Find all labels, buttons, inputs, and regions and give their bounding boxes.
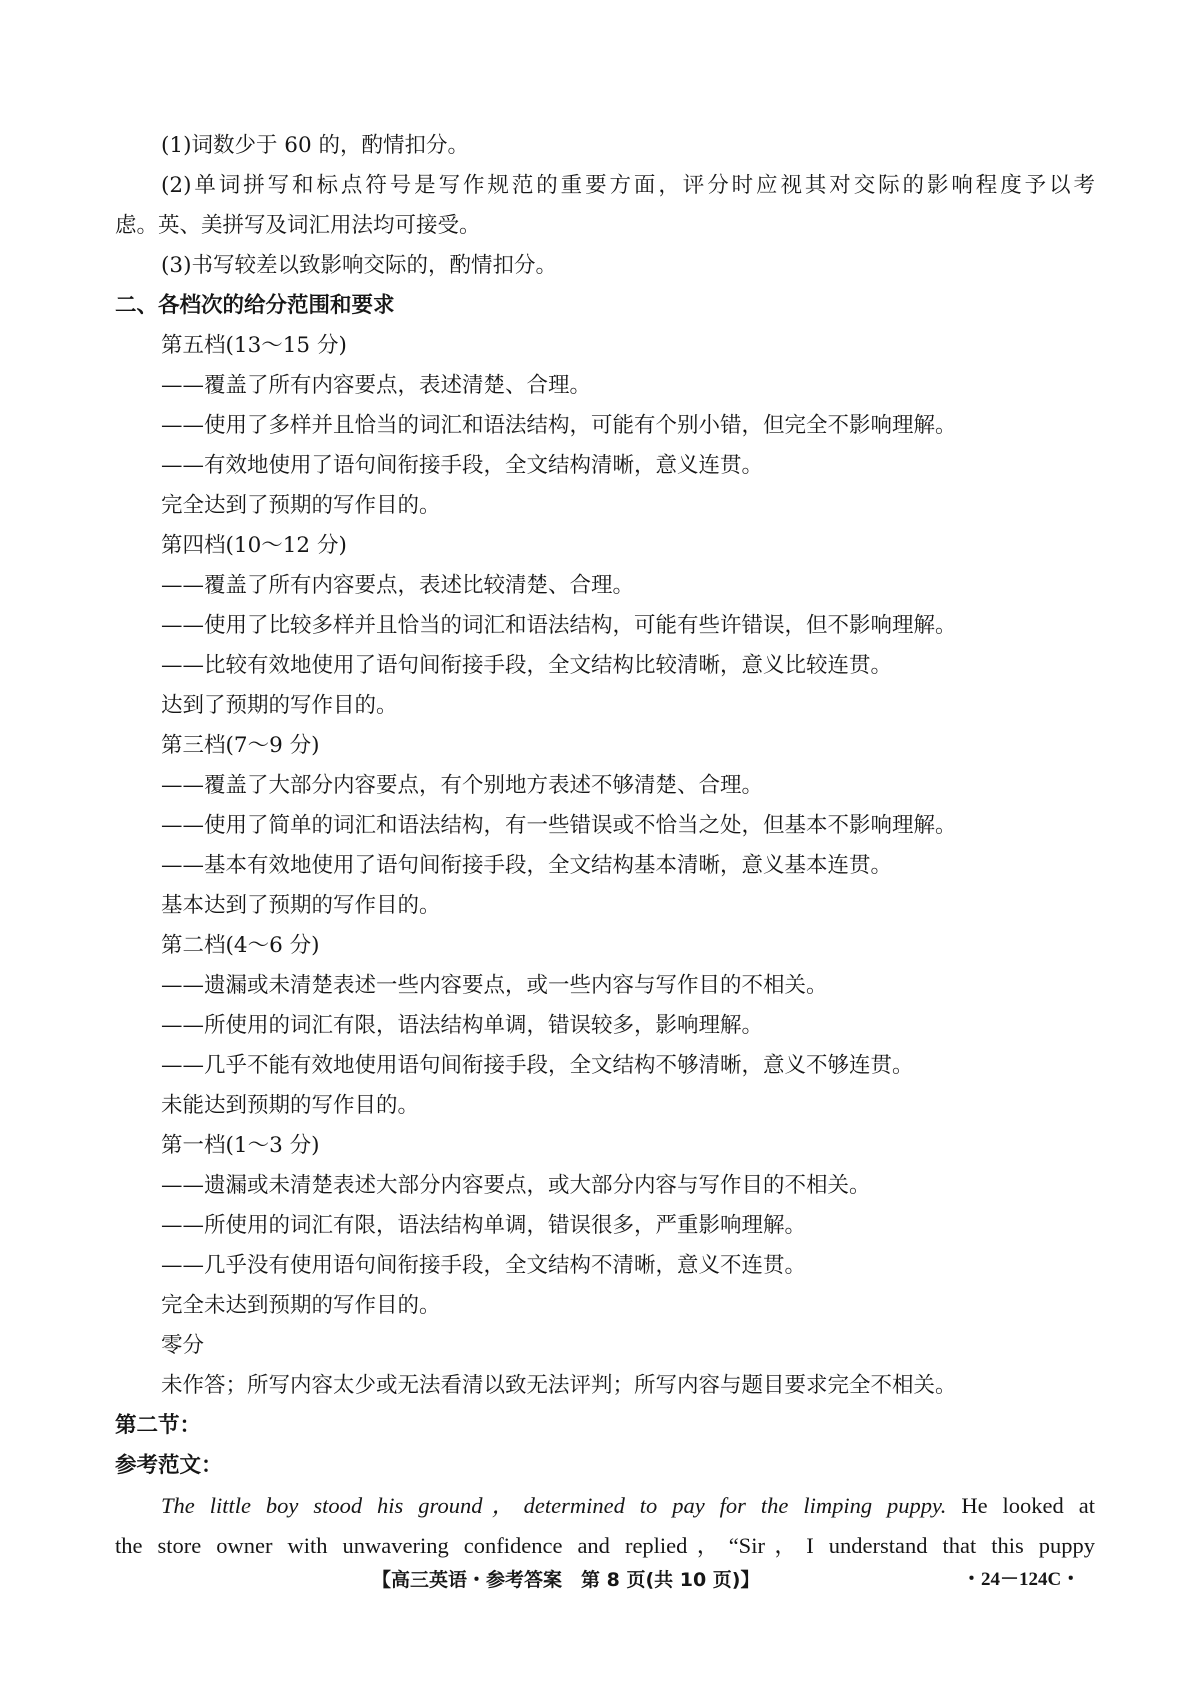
sample-essay-line-2: the store owner with unwavering confidence and replied，“Sir，I understand that this puppy: [115, 1533, 1095, 1558]
tier-conclusion: 完全达到了预期的写作目的。: [161, 493, 441, 518]
note-2-continued: 虑。英、美拼写及词汇用法均可接受。: [115, 213, 481, 238]
sample-essay-heading: 参考范文：: [115, 1453, 223, 1478]
tier-criterion: ——覆盖了所有内容要点，表述比较清楚、合理。: [161, 573, 635, 598]
tier-conclusion: 达到了预期的写作目的。: [161, 693, 398, 718]
note-3: (3)书写较差以致影响交际的，酌情扣分。: [161, 253, 557, 278]
page-content: [115, 126, 1095, 1566]
section2-heading: 第二节：: [115, 1413, 202, 1438]
sample-essay-italic-start: The little boy stood his ground，determined to pay for the limping puppy.: [161, 1493, 947, 1518]
note-1: (1)词数少于 60 的，酌情扣分。: [161, 133, 469, 158]
footer-page-info: 【高三英语・参考答案 第 8 页(共 10 页)】: [372, 1569, 760, 1591]
tier-title: 第一档(1～3 分): [161, 1133, 320, 1158]
note-2: (2)单词拼写和标点符号是写作规范的重要方面，评分时应视其对交际的影响程度予以考: [161, 173, 1095, 198]
tier-criterion: ——比较有效地使用了语句间衔接手段，全文结构比较清晰，意义比较连贯。: [161, 653, 893, 678]
sample-essay-line-1: [115, 1486, 1095, 1526]
zero-score-title: 零分: [161, 1333, 205, 1358]
tier-criterion: ——遗漏或未清楚表述一些内容要点，或一些内容与写作目的不相关。: [161, 973, 828, 998]
tier-criterion: ——所使用的词汇有限，语法结构单调，错误较多，影响理解。: [161, 1013, 764, 1038]
footer-code: ・24－124C・: [962, 1569, 1081, 1590]
tier-criterion: ——基本有效地使用了语句间衔接手段，全文结构基本清晰，意义基本连贯。: [161, 853, 893, 878]
tier-title: 第二档(4～6 分): [161, 933, 320, 958]
tier-conclusion: 完全未达到预期的写作目的。: [161, 1293, 441, 1318]
tier-criterion: ——使用了多样并且恰当的词汇和语法结构，可能有个别小错，但完全不影响理解。: [161, 413, 957, 438]
zero-score-text: 未作答；所写内容太少或无法看清以致无法评判；所写内容与题目要求完全不相关。: [161, 1373, 957, 1398]
tier-title: 第五档(13～15 分): [161, 333, 347, 358]
sample-essay-line-1-rest: He looked at: [946, 1493, 1095, 1518]
tier-criterion: ——使用了比较多样并且恰当的词汇和语法结构，可能有些许错误，但不影响理解。: [161, 613, 957, 638]
tier-title: 第三档(7～9 分): [161, 733, 320, 758]
tier-conclusion: 基本达到了预期的写作目的。: [161, 893, 441, 918]
tiers-list: [115, 326, 1095, 1326]
tier-criterion: ——覆盖了大部分内容要点，有个别地方表述不够清楚、合理。: [161, 773, 764, 798]
tier-criterion: ——几乎不能有效地使用语句间衔接手段，全文结构不够清晰，意义不够连贯。: [161, 1053, 914, 1078]
tier-criterion: ——遗漏或未清楚表述大部分内容要点，或大部分内容与写作目的不相关。: [161, 1173, 871, 1198]
tier-criterion: ——几乎没有使用语句间衔接手段，全文结构不清晰，意义不连贯。: [161, 1253, 807, 1278]
tier-conclusion: 未能达到预期的写作目的。: [161, 1093, 420, 1118]
tier-criterion: ——所使用的词汇有限，语法结构单调，错误很多，严重影响理解。: [161, 1213, 807, 1238]
tier-criterion: ——使用了简单的词汇和语法结构，有一些错误或不恰当之处，但基本不影响理解。: [161, 813, 957, 838]
page-footer: [0, 1565, 1200, 1595]
tier-criterion: ——覆盖了所有内容要点，表述清楚、合理。: [161, 373, 592, 398]
tier-title: 第四档(10～12 分): [161, 533, 347, 558]
section-heading: 二、各档次的给分范围和要求: [115, 293, 395, 318]
tier-criterion: ——有效地使用了语句间衔接手段，全文结构清晰，意义连贯。: [161, 453, 764, 478]
